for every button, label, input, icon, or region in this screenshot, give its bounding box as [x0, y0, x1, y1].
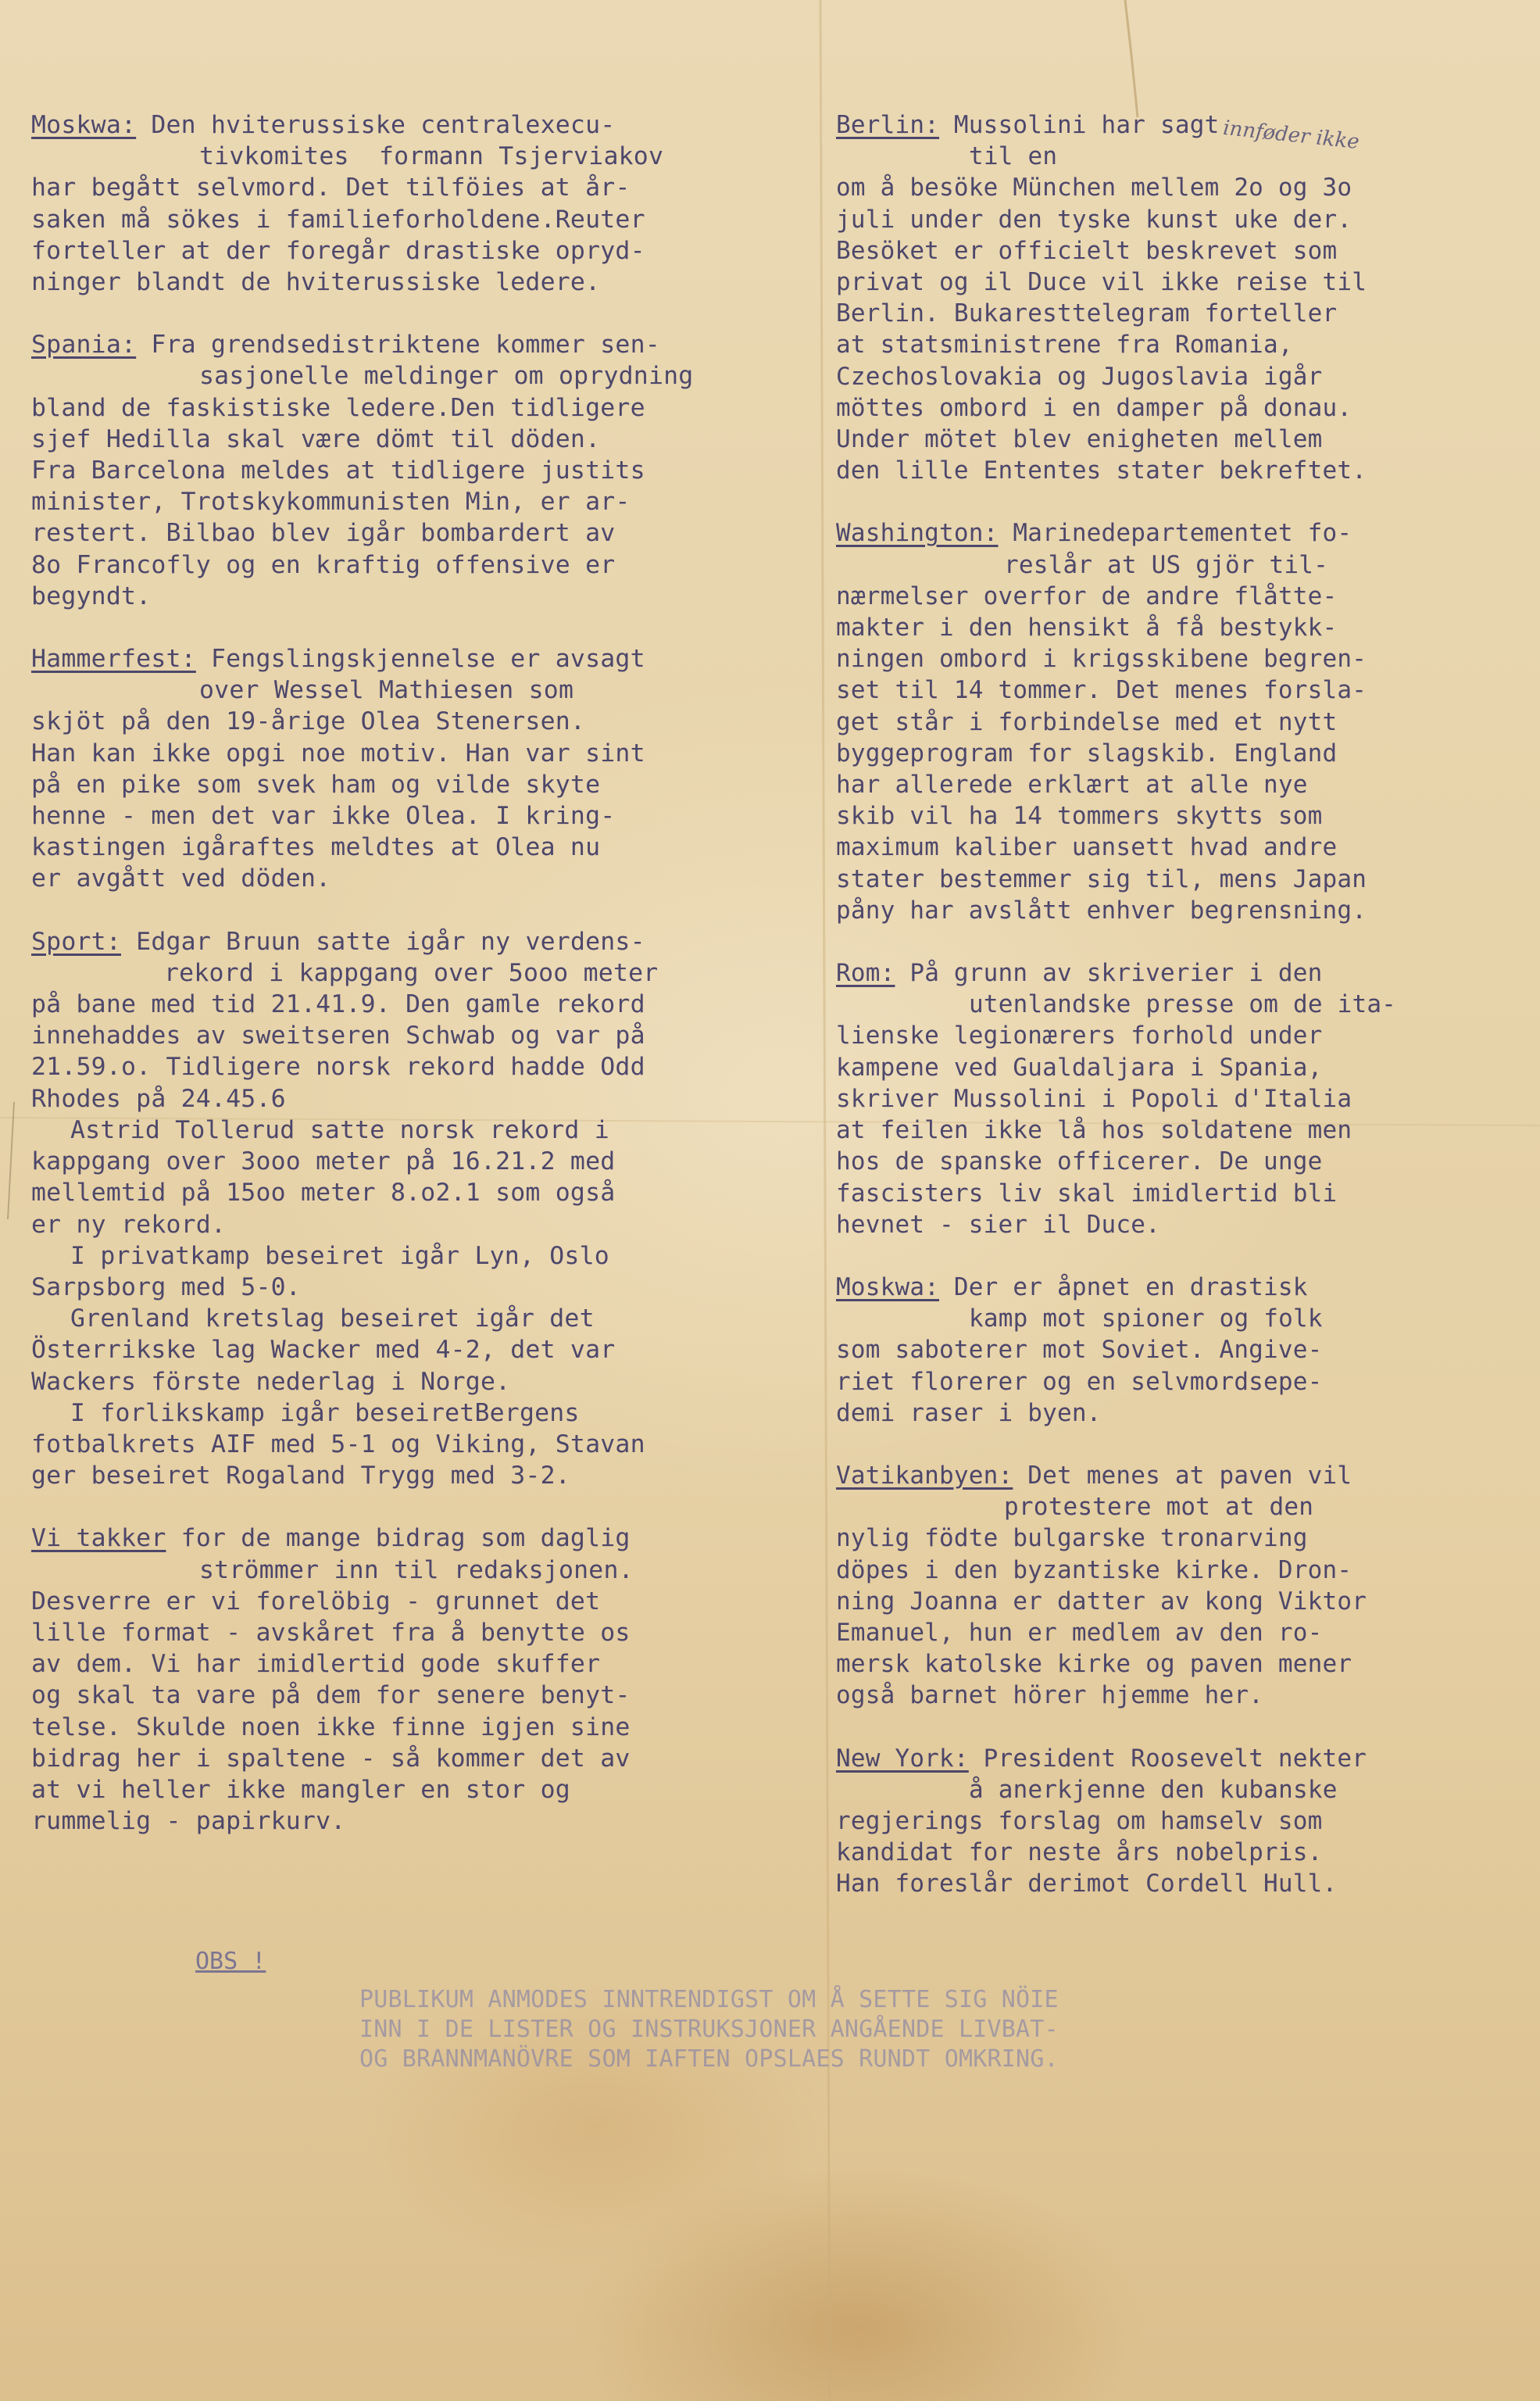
text-line: Besöket er officielt beskrevet som [836, 236, 1338, 265]
text-line: påny har avslått enhver begrensning. [836, 896, 1367, 925]
text-line: mellemtid på 15oo meter 8.o2.1 som også [31, 1179, 616, 1208]
article-spania: Spania: Fra grendsedistriktene kommer sen- sasjonelle meldinger om oprydning bland de faskistiske ledere.Den tidligere sjef Hedilla skal være dömt til döden. Fra Barcelona meldes at tidligere justits minister, Trotskykommunisten Min, er ar- restert. Bilbao blev igår bombardert av 8o Francofly og en kraftig offensive er begyndt. [31, 329, 813, 612]
text-line: byggeprogram for slagskib. England [836, 739, 1338, 768]
text-line: utenlandske presse om de ita- [969, 990, 1397, 1019]
text-line: fotbalkrets AIF med 5-1 og Viking, Stavan [31, 1430, 645, 1458]
headline: Berlin: [836, 111, 940, 139]
text-line: Grenland kretslag beseiret igår det [70, 1304, 595, 1333]
notice-line: INN I DE LISTER OG INSTRUKSJONER ANGÅENDE LIVBAT- [359, 2016, 1059, 2043]
text-line: at feilen ikke lå hos soldatene men [836, 1116, 1352, 1145]
headline: Rom: [836, 959, 895, 988]
text-line: som saboterer mot Soviet. Angive- [836, 1336, 1323, 1365]
headline: Spania: [31, 331, 137, 360]
text-line: ger beseiret Rogaland Trygg med 3-2. [31, 1462, 570, 1490]
headline: Washington: [836, 519, 999, 548]
text-line: kampene ved Gualdaljara i Spania, [836, 1053, 1323, 1082]
text-line: Berlin. Bukaresttelegram forteller [836, 299, 1338, 328]
text-line: Czechoslovakia og Jugoslavia igår [836, 362, 1323, 391]
text-line: også barnet hörer hjemme her. [836, 1681, 1264, 1710]
text-line: er avgått ved döden. [31, 864, 331, 893]
text-line: saken må sökes i familieforholdene.Reuter [31, 205, 645, 234]
text-line: nærmelser overfor de andre flåtte- [836, 581, 1338, 610]
text-line: den lille Ententes stater bekreftet. [836, 456, 1367, 485]
text-line: Astrid Tollerud satte norsk rekord i [70, 1115, 609, 1144]
text-line: demi raser i byen. [836, 1398, 1102, 1427]
text-line: döpes i den byzantiske kirke. Dron- [836, 1555, 1352, 1584]
headline: New York: [836, 1744, 969, 1773]
text-line: hos de spanske officerer. De unge [836, 1147, 1323, 1176]
article-vi-takker: Vi takker for de mange bidrag som daglig strömmer inn til redaksjonen. Desverre er vi forelöbig - grunnet det lille format - avskåret fra å benytte os av dem. Vi har imidlertid gode skuffer og skal ta vare på dem for senere benyt- telse. Skulde noen ikke finne igjen sine bidrag her i spaltene - så kommer det av at vi heller ikke mangler en stor og rummelig - papirkurv. [31, 1523, 813, 1837]
text-line: strömmer inn til redaksjonen. [199, 1555, 634, 1584]
headline: Sport: [31, 927, 121, 956]
text-line: mersk katolske kirke og paven mener [836, 1650, 1352, 1679]
text-line: makter i den hensikt å få bestykk- [836, 614, 1338, 642]
headline: Moskwa: [836, 1272, 940, 1301]
text-line: Sarpsborg med 5-0. [31, 1272, 301, 1301]
text-line: Rhodes på 24.45.6 [31, 1084, 286, 1113]
text-line: sjef Hedilla skal være dömt til döden. [31, 424, 601, 453]
left-column [31, 109, 813, 1868]
text-line: Under mötet blev enigheten mellem [836, 425, 1323, 454]
text-line: av dem. Vi har imidlertid gode skuffer [31, 1650, 601, 1679]
text-line: forteller at der foregår drastiske opryd- [31, 236, 645, 265]
text-line: möttes ombord i en damper på donau. [836, 393, 1352, 422]
article-new-york: New York: President Roosevelt nekter å anerkjenne den kubanske regjerings forslag om hamselv som kandidat for neste års nobelpris. Han foreslår derimot Cordell Hull. [836, 1743, 1524, 1900]
text-line: minister, Trotskykommunisten Min, er ar- [31, 488, 631, 517]
text-line: på en pike som svek ham og vilde skyte [31, 770, 601, 799]
text-line: at vi heller ikke mangler en stor og [31, 1775, 570, 1804]
text-line: restert. Bilbao blev igår bombardert av [31, 519, 616, 548]
text-line: set til 14 tommer. Det menes forsla- [836, 676, 1367, 705]
text-line: kappgang over 3ooo meter på 16.21.2 med [31, 1147, 616, 1176]
text-line: hevnet - sier il Duce. [836, 1210, 1160, 1239]
headline: Vi takker [31, 1524, 166, 1553]
text-line: protestere mot at den [1004, 1493, 1314, 1522]
article-washington: Washington: Marinedepartementet fo- reslår at US gjör til- nærmelser overfor de andre flåtte- makter i den hensikt å få bestykk- ningen ombord i krigsskibene begren- set til 14 tommer. Det menes forsla- get står i forbindelse med et nytt byggeprogram for slagskib. England har allerede erklært at alle nye skib vil ha 14 tommers skytts som maximum kaliber uansett hvad andre stater bestemmer sig til, mens Japan påny har avslått enhver begrensning. [836, 517, 1524, 926]
text-line: kamp mot spioner og folk [969, 1304, 1323, 1333]
text-line: Han foreslår derimot Cordell Hull. [836, 1870, 1338, 1898]
text-line: skjöt på den 19-årige Olea Stenersen. [31, 707, 586, 736]
text-line: Wackers förste nederlag i Norge. [31, 1367, 511, 1396]
article-moskwa-2: Moskwa: Der er åpnet en drastisk kamp mot spioner og folk som saboterer mot Soviet. Angive- riet florerer og en selvmordsepe- demi raser i byen. [836, 1272, 1524, 1429]
right-column [836, 109, 1524, 1931]
article-moskwa-1: Moskwa: Den hviterussiske centralexecu- tivkomites formann Tsjerviakov har begått selvmord. Det tilföies at år- saken må sökes i familieforholdene.Reuter forteller at der foregår drastiske opryd- ninger blandt de hviterussiske ledere. [31, 109, 813, 298]
text-line: privat og il Duce vil ikke reise til [836, 268, 1367, 297]
text-line: Desverre er vi forelöbig - grunnet det [31, 1587, 601, 1616]
text-line: over Wessel Mathiesen som [199, 676, 574, 705]
article-vatikanbyen: Vatikanbyen: Det menes at paven vil protestere mot at den nylig födte bulgarske tronarving döpes i den byzantiske kirke. Dron- ning Joanna er datter av kong Viktor Emanuel, hun er medlem av den ro- mersk katolske kirke og paven mener også barnet hörer hjemme her. [836, 1460, 1524, 1712]
text-line: nylig födte bulgarske tronarving [836, 1524, 1308, 1553]
text-line: om å besöke München mellem 2o og 3o [836, 174, 1352, 202]
text-line: rummelig - papirkurv. [31, 1807, 346, 1836]
text-line: å anerkjenne den kubanske [969, 1775, 1338, 1804]
text-line: I forlikskamp igår beseiretBergens [70, 1398, 580, 1427]
text-line: telse. Skulde noen ikke finne igjen sine [31, 1712, 631, 1741]
article-rom: Rom: På grunn av skriverier i den utenlandske presse om de ita- lienske legionærers forhold under kampene ved Gualdaljara i Spania, skriver Mussolini i Popoli d'Italia at feilen ikke lå hos soldatene men hos de spanske officerer. De unge fascisters liv skal imidlertid bli hevnet - sier il Duce. [836, 957, 1524, 1240]
text-line: til en [969, 142, 1058, 171]
text-line: på bane med tid 21.41.9. Den gamle rekord [31, 990, 645, 1019]
notice-block [359, 1985, 1375, 2074]
headline: Hammerfest: [31, 645, 196, 674]
notice-line: PUBLIKUM ANMODES INNTRENDIGST OM Å SETTE SIG NÖIE [359, 1986, 1059, 2013]
text-line: 8o Francofly og en kraftig offensive er [31, 550, 616, 579]
text-line: tivkomites formann Tsjerviakov [199, 142, 664, 171]
notice-line: OG BRANNMANÖVRE SOM IAFTEN OPSLAES RUNDT OMKRING. [359, 2045, 1059, 2073]
article-berlin: Berlin: Mussolini har sagt til en om å besöke München mellem 2o og 3o juli under den tyske kunst uke der. Besöket er officielt beskrevet som privat og il Duce vil ikke reise til Berlin. Bukaresttelegram forteller at statsministrene fra Romania, Czechoslovakia og Jugoslavia igår möttes ombord i en damper på donau. Under mötet blev enigheten mellem den lille Ententes stater bekreftet. [836, 109, 1524, 486]
text-line: maximum kaliber uansett hvad andre [836, 833, 1338, 862]
text-line: juli under den tyske kunst uke der. [836, 205, 1352, 234]
text-line: skib vil ha 14 tommers skytts som [836, 802, 1323, 831]
text-line: stater bestemmer sig til, mens Japan [836, 864, 1367, 893]
text-line: ning Joanna er datter av kong Viktor [836, 1587, 1367, 1616]
text-line: bland de faskistiske ledere.Den tidligere [31, 393, 645, 422]
headline: Vatikanbyen: [836, 1461, 1013, 1490]
text-line: er ny rekord. [31, 1210, 227, 1239]
text-line: ninger blandt de hviterussiske ledere. [31, 268, 601, 297]
headline: Moskwa: [31, 111, 137, 139]
text-line: Han kan ikke opgi noe motiv. Han var sint [31, 739, 645, 768]
text-line: I privatkamp beseiret igår Lyn, Oslo [70, 1241, 609, 1270]
text-line: lille format - avskåret fra å benytte os [31, 1618, 631, 1647]
text-line: innehaddes av sweitseren Schwab og var på [31, 1022, 645, 1050]
text-line: regjerings forslag om hamselv som [836, 1806, 1323, 1835]
text-line: 21.59.o. Tidligere norsk rekord hadde Odd [31, 1053, 645, 1082]
text-line: at statsministrene fra Romania, [836, 331, 1293, 360]
text-line: fascisters liv skal imidlertid bli [836, 1179, 1338, 1208]
text-line: bidrag her i spaltene - så kommer det av [31, 1744, 631, 1773]
text-line: har allerede erklært at alle nye [836, 771, 1308, 800]
article-hammerfest: Hammerfest: Fengslingskjennelse er avsagt over Wessel Mathiesen som skjöt på den 19-årige Olea Stenersen. Han kan ikke opgi noe motiv. Han var sint på en pike som svek ham og vilde skyte henne - men det var ikke Olea. I kring- kastingen igåraftes meldtes at Olea nu er avgått ved döden. [31, 643, 813, 895]
text-line: rekord i kappgang over 5ooo meter [164, 958, 659, 987]
text-line: get står i forbindelse med et nytt [836, 707, 1338, 736]
article-sport: Sport: Edgar Bruun satte igår ny verdens- rekord i kappgang over 5ooo meter på bane med tid 21.41.9. Den gamle rekord innehaddes av sweitseren Schwab og var på 21.59.o. Tidligere norsk rekord hadde Odd Rhodes på 24.45.6 Astrid Tollerud satte norsk rekord i kappgang over 3ooo meter på 16.21.2 med mellemtid på 15oo meter 8.o2.1 som også er ny rekord. I privatkamp beseiret igår Lyn, Oslo Sarpsborg med 5-0. Grenland kretslag beseiret igår det Österrikske lag Wacker med 4-2, det var Wackers förste nederlag i Norge. I forlikskamp igår beseiretBergens fotbalkrets AIF med 5-1 og Viking, Stavan ger beseiret Rogaland Trygg med 3-2. [31, 926, 813, 1492]
text-line: sasjonelle meldinger om oprydning [199, 362, 694, 391]
text-line: henne - men det var ikke Olea. I kring- [31, 802, 616, 831]
text-line: kandidat for neste års nobelpris. [836, 1838, 1323, 1867]
text-line: kastingen igåraftes meldtes at Olea nu [31, 833, 601, 862]
text-line: Fra Barcelona meldes at tidligere justits [31, 456, 645, 485]
text-line: Emanuel, hun er medlem av den ro- [836, 1618, 1323, 1647]
text-line: og skal ta vare på dem for senere benyt- [31, 1681, 631, 1710]
text-line: lienske legionærers forhold under [836, 1022, 1323, 1050]
handwritten-insert: innføder ikke [1221, 116, 1361, 155]
text-line: riet florerer og en selvmordsepe- [836, 1367, 1323, 1396]
text-line: ningen ombord i krigsskibene begren- [836, 645, 1367, 674]
text-line: reslår at US gjör til- [1004, 550, 1328, 579]
text-line: begyndt. [31, 581, 152, 610]
text-line: skriver Mussolini i Popoli d'Italia [836, 1084, 1352, 1113]
text-line: Österrikske lag Wacker med 4-2, det var [31, 1336, 616, 1365]
text-line: har begått selvmord. Det tilföies at år- [31, 174, 631, 202]
obs-label: OBS ! [195, 1948, 266, 1975]
